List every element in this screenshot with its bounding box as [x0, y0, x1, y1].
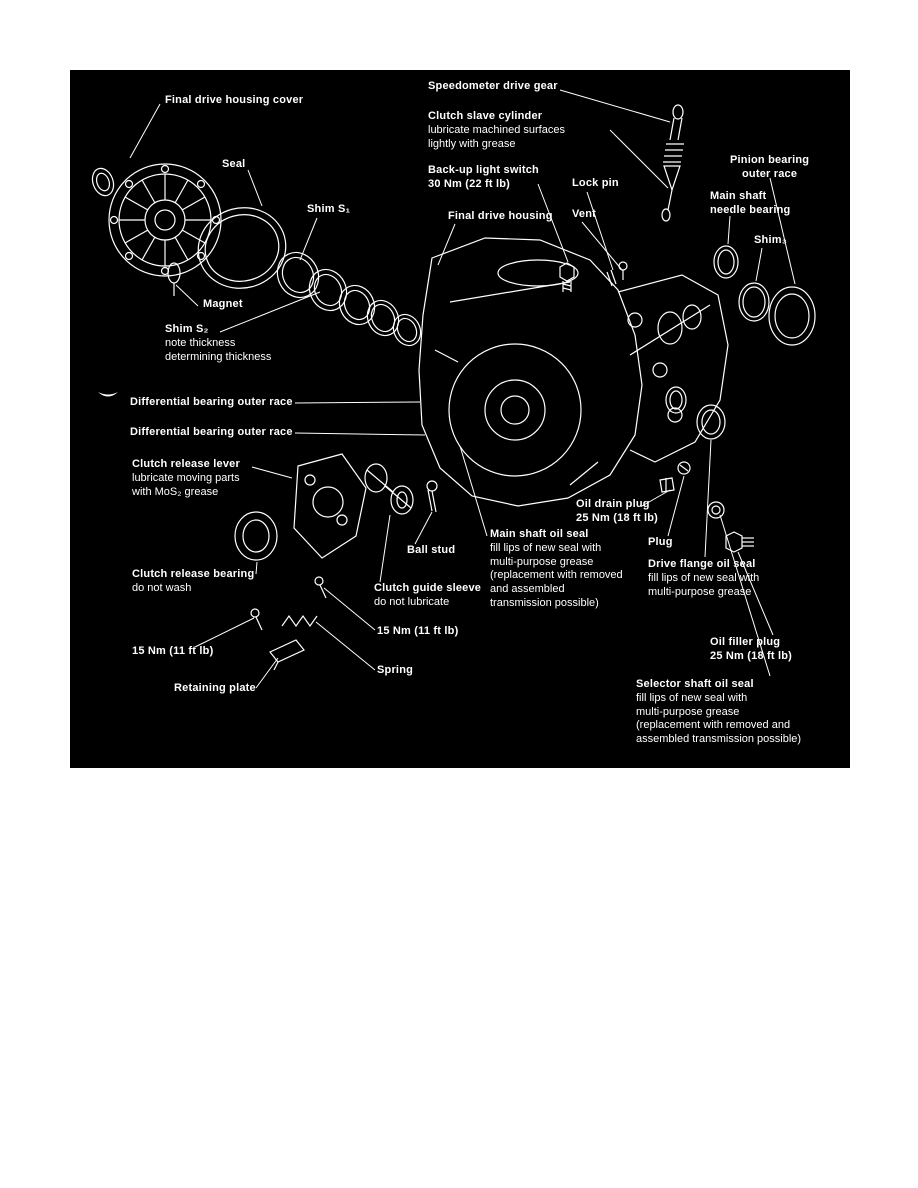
clutch-release-bearing-drawing: [235, 512, 277, 560]
label-note: fill lips of new seal with: [636, 691, 748, 704]
label-spring: [377, 664, 413, 678]
label-final-drive-housing-cover: [165, 94, 303, 108]
label-subtitle: needle bearing: [710, 203, 791, 216]
label-oil-drain-plug: [576, 498, 658, 526]
label-note: with MoS₂ grease: [132, 485, 219, 498]
label-plug: [648, 536, 673, 550]
label-title: Lock pin: [572, 177, 619, 189]
label-title: Pinion bearing: [730, 154, 810, 166]
threaded-plug-drawing: [708, 502, 724, 518]
label-drive-flange-oil-seal: [648, 558, 759, 599]
label-lock-pin: [572, 177, 619, 191]
pinion-bearing-outer-race-drawing: [769, 287, 815, 345]
clutch-guide-sleeve-drawing: [365, 464, 413, 514]
label-title: Ball stud: [407, 544, 456, 556]
lock-pin-drawing: [607, 270, 616, 286]
spring-drawing: [282, 616, 317, 626]
label-title: 15 Nm (11 ft lb): [377, 625, 459, 637]
label-note: fill lips of new seal with: [490, 541, 602, 554]
label-note: note thickness: [165, 336, 236, 349]
label-note: and assembled: [490, 583, 565, 595]
label-backup-light-switch: [428, 164, 539, 192]
label-note: (replacement with removed: [490, 569, 623, 582]
bolt-right-drawing: [315, 577, 326, 598]
label-retaining-plate: [174, 682, 256, 696]
label-title: Differential bearing outer race: [130, 426, 293, 438]
label-torque: 30 Nm (22 ft lb): [428, 177, 511, 190]
label-note: assembled transmission possible): [636, 733, 802, 745]
label-clutch-guide-sleeve: [374, 582, 481, 610]
label-pinion-bearing-outer-race: [730, 154, 809, 182]
label-differential-bearing-outer-race-1: [130, 396, 293, 410]
label-title: Shim S₂: [165, 323, 209, 335]
label-title: Shim S₁: [307, 203, 351, 215]
label-clutch-release-bearing: [132, 568, 254, 596]
label-vent: [572, 208, 596, 222]
main-shaft-needle-bearing-drawing: [714, 246, 738, 278]
ball-stud-drawing: [427, 481, 437, 512]
label-note: do not wash: [132, 581, 192, 594]
shim-stack-drawing: [270, 246, 425, 350]
label-differential-bearing-outer-race-2: [130, 426, 293, 440]
label-oil-filler-plug: [710, 636, 792, 664]
label-torque: 25 Nm (18 ft lb): [576, 511, 659, 524]
label-title: Clutch release lever: [132, 458, 240, 470]
label-title: Plug: [648, 536, 673, 548]
label-note: lubricate machined surfaces: [428, 123, 565, 136]
label-note: (replacement with removed and: [636, 719, 791, 732]
label-speedometer-drive-gear: [428, 80, 558, 94]
speedometer-drive-gear-drawing: [662, 105, 684, 221]
label-magnet: [203, 298, 243, 312]
label-note: lubricate moving parts: [132, 471, 240, 484]
retaining-plate-drawing: [270, 640, 304, 670]
transmission-exploded-diagram: [70, 70, 850, 768]
label-note: multi-purpose grease: [636, 705, 740, 718]
final-drive-housing-cover-drawing: [109, 164, 221, 276]
label-title: Main shaft oil seal: [490, 528, 589, 540]
label-ball-stud: [407, 544, 455, 558]
plug-drawing: [678, 462, 690, 474]
drive-flange-oil-seal-drawing: [697, 405, 725, 439]
label-selector-shaft-oil-seal: [636, 678, 801, 747]
label-shim-s2: [165, 323, 271, 364]
label-subtitle: outer race: [742, 167, 798, 180]
label-title: 15 Nm (11 ft lb): [132, 645, 214, 657]
label-title: Oil drain plug: [576, 498, 650, 510]
label-title: Drive flange oil seal: [648, 558, 756, 570]
label-main-shaft-oil-seal: [490, 528, 623, 611]
label-torque: 25 Nm (18 ft lb): [710, 649, 793, 662]
label-final-drive-housing: [448, 210, 553, 224]
magnet-drawing: [168, 263, 180, 296]
label-title: Clutch guide sleeve: [374, 582, 482, 594]
label-note: fill lips of new seal with: [648, 571, 760, 584]
label-title: Back-up light switch: [428, 164, 539, 176]
backup-light-switch-drawing: [560, 263, 574, 292]
label-main-shaft-needle-bearing: [710, 190, 790, 218]
label-title: Main shaft: [710, 190, 767, 202]
label-title: Differential bearing outer race: [130, 396, 293, 408]
label-title: Speedometer drive gear: [428, 80, 558, 92]
selector-shaft-oil-seal-drawing: [666, 387, 686, 413]
label-shim-s1: [307, 203, 350, 217]
label-title: Spring: [377, 664, 414, 676]
vent-drawing: [619, 262, 627, 280]
label-clutch-release-lever: [132, 458, 240, 499]
label-title: Seal: [222, 158, 246, 170]
shim3-drawing: [739, 283, 769, 321]
label-title: Shim₃: [754, 234, 787, 246]
label-title: Final drive housing cover: [165, 94, 304, 106]
label-note: do not lubricate: [374, 595, 450, 608]
label-torque-15nm-left: [132, 645, 213, 659]
label-torque-15nm-right: [377, 625, 458, 639]
label-note: determining thickness: [165, 350, 272, 363]
clutch-release-lever-drawing: [294, 454, 366, 558]
label-note: multi-purpose grease: [490, 555, 594, 568]
cover-small-seal-ring-drawing: [89, 165, 117, 198]
label-title: Selector shaft oil seal: [636, 678, 754, 690]
oil-drain-plug-drawing: [660, 478, 674, 492]
label-title: Oil filler plug: [710, 636, 781, 648]
seal-drawing: [189, 198, 295, 298]
bolt-left-drawing: [251, 609, 262, 630]
label-title: Final drive housing: [448, 210, 553, 222]
label-title: Retaining plate: [174, 682, 256, 694]
label-seal: [222, 158, 245, 172]
label-title: Magnet: [203, 298, 243, 310]
edge-mark: [98, 392, 118, 397]
label-title: Clutch slave cylinder: [428, 110, 543, 122]
label-shim3: [754, 234, 787, 248]
label-note: multi-purpose grease: [648, 585, 752, 598]
label-title: Clutch release bearing: [132, 568, 255, 580]
label-note: transmission possible): [490, 596, 599, 609]
label-note: lightly with grease: [428, 137, 516, 150]
label-clutch-slave-cylinder: [428, 110, 565, 151]
label-title: Vent: [572, 208, 597, 220]
